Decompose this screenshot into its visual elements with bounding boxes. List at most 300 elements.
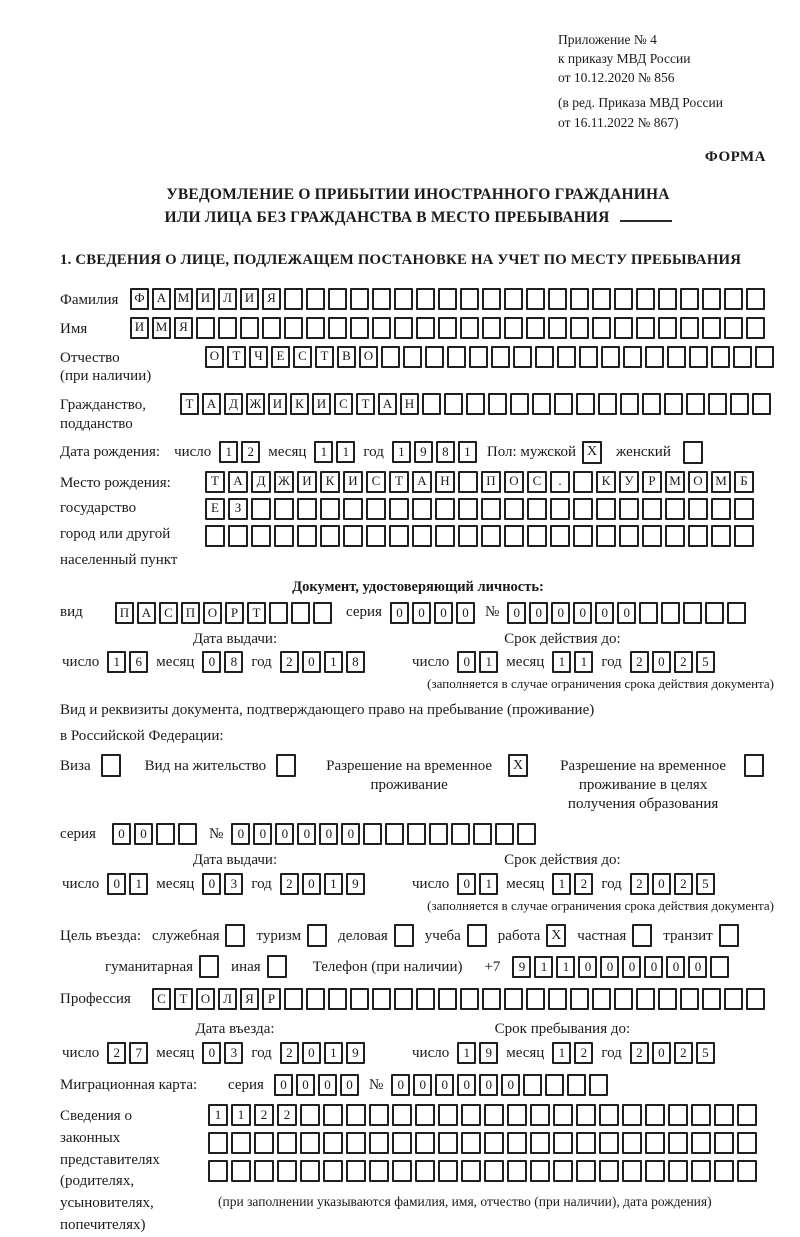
char-cell[interactable]: О [504, 471, 524, 493]
stay-day-cells[interactable] [457, 1042, 498, 1064]
char-cell[interactable] [599, 1132, 619, 1154]
char-cell[interactable] [313, 602, 332, 624]
migration-series-cells[interactable] [274, 1074, 359, 1096]
doc-kind-cells[interactable] [115, 602, 332, 624]
char-cell[interactable] [231, 1160, 251, 1182]
char-cell[interactable]: А [152, 288, 171, 310]
char-cell[interactable] [392, 1132, 412, 1154]
char-cell[interactable] [208, 1132, 228, 1154]
char-cell[interactable] [576, 1132, 596, 1154]
char-cell[interactable] [403, 346, 422, 368]
char-cell[interactable] [306, 288, 325, 310]
char-cell[interactable]: 0 [622, 956, 641, 978]
char-cell[interactable]: 0 [231, 823, 250, 845]
char-cell[interactable]: 5 [696, 873, 715, 895]
char-cell[interactable] [277, 1160, 297, 1182]
char-cell[interactable]: И [312, 393, 331, 415]
char-cell[interactable] [530, 1160, 550, 1182]
char-cell[interactable] [557, 346, 576, 368]
char-cell[interactable] [385, 823, 404, 845]
char-cell[interactable] [545, 1074, 564, 1096]
char-cell[interactable]: 0 [274, 1074, 293, 1096]
char-cell[interactable] [711, 498, 731, 520]
char-cell[interactable]: А [137, 602, 156, 624]
char-cell[interactable] [680, 988, 699, 1010]
surname-cells[interactable] [130, 288, 765, 310]
char-cell[interactable] [482, 988, 501, 1010]
char-cell[interactable] [300, 1160, 320, 1182]
char-cell[interactable] [755, 346, 774, 368]
char-cell[interactable]: 9 [512, 956, 531, 978]
char-cell[interactable]: З [228, 498, 248, 520]
char-cell[interactable] [484, 1160, 504, 1182]
char-cell[interactable] [567, 1074, 586, 1096]
char-cell[interactable] [576, 393, 595, 415]
citizenship-cells[interactable] [180, 393, 771, 415]
char-cell[interactable] [752, 393, 771, 415]
char-cell[interactable] [619, 498, 639, 520]
char-cell[interactable]: 0 [573, 602, 592, 624]
char-cell[interactable] [523, 1074, 542, 1096]
char-cell[interactable] [481, 498, 501, 520]
char-cell[interactable] [579, 346, 598, 368]
char-cell[interactable]: Т [174, 988, 193, 1010]
char-cell[interactable]: О [359, 346, 378, 368]
char-cell[interactable] [369, 1132, 389, 1154]
char-cell[interactable] [291, 602, 310, 624]
char-cell[interactable]: Л [218, 988, 237, 1010]
char-cell[interactable] [460, 317, 479, 339]
issue-year-cells[interactable] [280, 651, 365, 673]
char-cell[interactable] [664, 393, 683, 415]
char-cell[interactable]: Ж [274, 471, 294, 493]
char-cell[interactable] [570, 288, 589, 310]
char-cell[interactable] [461, 1160, 481, 1182]
stay-year-cells[interactable] [630, 1042, 715, 1064]
char-cell[interactable]: 9 [346, 873, 365, 895]
representatives-cells-row2[interactable] [208, 1132, 757, 1154]
char-cell[interactable] [438, 288, 457, 310]
char-cell[interactable] [510, 393, 529, 415]
name-cells[interactable] [130, 317, 765, 339]
char-cell[interactable] [668, 1132, 688, 1154]
char-cell[interactable] [596, 498, 616, 520]
char-cell[interactable]: А [412, 471, 432, 493]
char-cell[interactable]: 1 [324, 873, 343, 895]
char-cell[interactable]: Е [205, 498, 225, 520]
char-cell[interactable] [645, 346, 664, 368]
char-cell[interactable] [458, 498, 478, 520]
char-cell[interactable] [724, 317, 743, 339]
char-cell[interactable] [645, 1160, 665, 1182]
char-cell[interactable] [688, 525, 708, 547]
char-cell[interactable] [553, 1104, 573, 1126]
char-cell[interactable] [346, 1132, 366, 1154]
char-cell[interactable]: 0 [391, 1074, 410, 1096]
residence-expiry-year-cells[interactable] [630, 873, 715, 895]
char-cell[interactable] [461, 1132, 481, 1154]
char-cell[interactable]: 0 [457, 651, 476, 673]
residence-issue-day-cells[interactable] [107, 873, 148, 895]
char-cell[interactable] [688, 498, 708, 520]
char-cell[interactable] [734, 498, 754, 520]
char-cell[interactable] [724, 288, 743, 310]
char-cell[interactable] [320, 498, 340, 520]
char-cell[interactable] [254, 1160, 274, 1182]
char-cell[interactable]: Т [227, 346, 246, 368]
checkbox-purpose-study[interactable] [467, 924, 487, 947]
char-cell[interactable]: 0 [253, 823, 272, 845]
char-cell[interactable]: 1 [534, 956, 553, 978]
char-cell[interactable] [702, 317, 721, 339]
checkbox-purpose-other[interactable] [267, 955, 287, 978]
char-cell[interactable] [599, 1104, 619, 1126]
char-cell[interactable]: 0 [457, 873, 476, 895]
char-cell[interactable] [394, 988, 413, 1010]
char-cell[interactable] [350, 317, 369, 339]
char-cell[interactable] [724, 988, 743, 1010]
char-cell[interactable] [645, 1132, 665, 1154]
char-cell[interactable] [737, 1132, 757, 1154]
char-cell[interactable] [711, 525, 731, 547]
char-cell[interactable] [372, 988, 391, 1010]
char-cell[interactable] [668, 1104, 688, 1126]
char-cell[interactable] [381, 346, 400, 368]
char-cell[interactable] [665, 498, 685, 520]
char-cell[interactable] [737, 1160, 757, 1182]
char-cell[interactable]: 2 [280, 1042, 299, 1064]
char-cell[interactable] [636, 317, 655, 339]
char-cell[interactable] [284, 988, 303, 1010]
char-cell[interactable]: Т [389, 471, 409, 493]
char-cell[interactable] [589, 1074, 608, 1096]
char-cell[interactable] [323, 1132, 343, 1154]
char-cell[interactable] [530, 1132, 550, 1154]
char-cell[interactable]: 0 [202, 873, 221, 895]
char-cell[interactable]: 2 [280, 651, 299, 673]
expiry-month-cells[interactable] [552, 651, 593, 673]
char-cell[interactable] [491, 346, 510, 368]
char-cell[interactable]: 0 [595, 602, 614, 624]
char-cell[interactable] [686, 393, 705, 415]
char-cell[interactable] [622, 1160, 642, 1182]
char-cell[interactable]: И [196, 288, 215, 310]
char-cell[interactable] [208, 1160, 228, 1182]
char-cell[interactable] [306, 988, 325, 1010]
char-cell[interactable]: 0 [578, 956, 597, 978]
char-cell[interactable] [639, 602, 658, 624]
char-cell[interactable] [231, 1132, 251, 1154]
char-cell[interactable] [262, 317, 281, 339]
char-cell[interactable] [284, 288, 303, 310]
issue-day-cells[interactable] [107, 651, 148, 673]
char-cell[interactable]: О [688, 471, 708, 493]
char-cell[interactable]: 5 [696, 651, 715, 673]
char-cell[interactable]: М [174, 288, 193, 310]
char-cell[interactable] [504, 988, 523, 1010]
char-cell[interactable]: 0 [390, 602, 409, 624]
char-cell[interactable]: С [334, 393, 353, 415]
char-cell[interactable] [412, 498, 432, 520]
char-cell[interactable]: 0 [112, 823, 131, 845]
char-cell[interactable] [526, 317, 545, 339]
char-cell[interactable] [570, 317, 589, 339]
char-cell[interactable]: 0 [666, 956, 685, 978]
char-cell[interactable]: 8 [224, 651, 243, 673]
char-cell[interactable] [416, 317, 435, 339]
char-cell[interactable] [205, 525, 225, 547]
char-cell[interactable]: 1 [392, 441, 411, 463]
birth-place-cells-row3[interactable] [205, 525, 754, 547]
char-cell[interactable]: 0 [302, 651, 321, 673]
char-cell[interactable] [323, 1160, 343, 1182]
char-cell[interactable] [601, 346, 620, 368]
char-cell[interactable] [642, 393, 661, 415]
checkbox-temp-residence[interactable]: X [508, 754, 528, 777]
char-cell[interactable] [623, 346, 642, 368]
char-cell[interactable] [576, 1160, 596, 1182]
char-cell[interactable]: Д [224, 393, 243, 415]
char-cell[interactable] [228, 525, 248, 547]
char-cell[interactable]: 2 [254, 1104, 274, 1126]
char-cell[interactable]: 0 [413, 1074, 432, 1096]
char-cell[interactable] [645, 1104, 665, 1126]
char-cell[interactable]: 1 [556, 956, 575, 978]
char-cell[interactable]: 0 [134, 823, 153, 845]
char-cell[interactable] [526, 288, 545, 310]
checkbox-male[interactable]: X [582, 441, 602, 464]
char-cell[interactable]: У [619, 471, 639, 493]
char-cell[interactable] [366, 525, 386, 547]
char-cell[interactable]: Т [315, 346, 334, 368]
char-cell[interactable] [415, 1104, 435, 1126]
char-cell[interactable]: Л [218, 288, 237, 310]
char-cell[interactable] [369, 1160, 389, 1182]
stay-month-cells[interactable] [552, 1042, 593, 1064]
char-cell[interactable]: 2 [107, 1042, 126, 1064]
char-cell[interactable]: Т [205, 471, 225, 493]
char-cell[interactable] [372, 317, 391, 339]
char-cell[interactable] [680, 317, 699, 339]
char-cell[interactable] [689, 346, 708, 368]
char-cell[interactable] [350, 988, 369, 1010]
char-cell[interactable] [710, 956, 729, 978]
char-cell[interactable] [734, 525, 754, 547]
char-cell[interactable]: 1 [336, 441, 355, 463]
char-cell[interactable] [438, 988, 457, 1010]
char-cell[interactable]: 1 [574, 651, 593, 673]
char-cell[interactable]: 3 [224, 1042, 243, 1064]
char-cell[interactable] [746, 988, 765, 1010]
representatives-cells-row3[interactable] [208, 1160, 757, 1182]
char-cell[interactable] [527, 525, 547, 547]
residence-issue-month-cells[interactable] [202, 873, 243, 895]
char-cell[interactable] [240, 317, 259, 339]
char-cell[interactable]: 0 [341, 823, 360, 845]
expiry-day-cells[interactable] [457, 651, 498, 673]
char-cell[interactable] [469, 346, 488, 368]
char-cell[interactable] [550, 525, 570, 547]
checkbox-purpose-tourism[interactable] [307, 924, 327, 947]
char-cell[interactable] [300, 1132, 320, 1154]
char-cell[interactable] [527, 498, 547, 520]
checkbox-female[interactable] [683, 441, 703, 464]
char-cell[interactable]: 0 [318, 1074, 337, 1096]
char-cell[interactable] [548, 288, 567, 310]
char-cell[interactable] [343, 525, 363, 547]
char-cell[interactable]: Р [642, 471, 662, 493]
residence-number-cells[interactable] [231, 823, 536, 845]
char-cell[interactable]: 0 [644, 956, 663, 978]
issue-month-cells[interactable] [202, 651, 243, 673]
representatives-cells-row1[interactable] [208, 1104, 757, 1126]
char-cell[interactable] [513, 346, 532, 368]
char-cell[interactable] [683, 602, 702, 624]
char-cell[interactable]: 0 [107, 873, 126, 895]
char-cell[interactable] [438, 1132, 458, 1154]
char-cell[interactable] [466, 393, 485, 415]
char-cell[interactable] [284, 317, 303, 339]
char-cell[interactable] [438, 1160, 458, 1182]
char-cell[interactable] [394, 288, 413, 310]
char-cell[interactable]: М [665, 471, 685, 493]
char-cell[interactable] [369, 1104, 389, 1126]
char-cell[interactable]: М [152, 317, 171, 339]
char-cell[interactable] [548, 317, 567, 339]
char-cell[interactable] [251, 498, 271, 520]
char-cell[interactable]: Р [225, 602, 244, 624]
char-cell[interactable] [550, 498, 570, 520]
char-cell[interactable] [392, 1160, 412, 1182]
char-cell[interactable] [274, 525, 294, 547]
char-cell[interactable]: 0 [652, 1042, 671, 1064]
char-cell[interactable]: . [550, 471, 570, 493]
char-cell[interactable] [504, 317, 523, 339]
char-cell[interactable] [422, 393, 441, 415]
char-cell[interactable] [350, 288, 369, 310]
char-cell[interactable]: Т [180, 393, 199, 415]
char-cell[interactable] [620, 393, 639, 415]
char-cell[interactable] [495, 823, 514, 845]
char-cell[interactable]: 0 [652, 873, 671, 895]
char-cell[interactable]: 2 [674, 651, 693, 673]
char-cell[interactable] [636, 288, 655, 310]
char-cell[interactable] [573, 525, 593, 547]
char-cell[interactable]: 2 [574, 873, 593, 895]
char-cell[interactable] [596, 525, 616, 547]
char-cell[interactable] [482, 317, 501, 339]
char-cell[interactable] [451, 823, 470, 845]
checkbox-purpose-transit[interactable] [719, 924, 739, 947]
birth-month-cells[interactable] [314, 441, 355, 463]
char-cell[interactable] [733, 346, 752, 368]
char-cell[interactable] [328, 988, 347, 1010]
char-cell[interactable] [622, 1132, 642, 1154]
char-cell[interactable] [714, 1160, 734, 1182]
doc-series-cells[interactable] [390, 602, 475, 624]
entry-month-cells[interactable] [202, 1042, 243, 1064]
char-cell[interactable]: Р [262, 988, 281, 1010]
char-cell[interactable] [460, 988, 479, 1010]
char-cell[interactable]: 0 [412, 602, 431, 624]
char-cell[interactable]: 8 [436, 441, 455, 463]
char-cell[interactable] [346, 1104, 366, 1126]
char-cell[interactable]: 1 [552, 873, 571, 895]
char-cell[interactable] [553, 1160, 573, 1182]
char-cell[interactable] [297, 525, 317, 547]
char-cell[interactable] [366, 498, 386, 520]
char-cell[interactable] [530, 1104, 550, 1126]
char-cell[interactable] [394, 317, 413, 339]
char-cell[interactable]: Я [262, 288, 281, 310]
char-cell[interactable] [573, 471, 593, 493]
char-cell[interactable] [435, 498, 455, 520]
char-cell[interactable]: С [527, 471, 547, 493]
char-cell[interactable] [389, 525, 409, 547]
char-cell[interactable]: Н [435, 471, 455, 493]
char-cell[interactable] [346, 1160, 366, 1182]
char-cell[interactable]: Б [734, 471, 754, 493]
checkbox-residence-permit[interactable] [276, 754, 296, 777]
char-cell[interactable] [622, 1104, 642, 1126]
char-cell[interactable] [535, 346, 554, 368]
char-cell[interactable] [619, 525, 639, 547]
char-cell[interactable] [507, 1160, 527, 1182]
char-cell[interactable]: 9 [414, 441, 433, 463]
char-cell[interactable] [592, 988, 611, 1010]
char-cell[interactable]: П [481, 471, 501, 493]
char-cell[interactable] [573, 498, 593, 520]
char-cell[interactable] [592, 317, 611, 339]
char-cell[interactable] [708, 393, 727, 415]
char-cell[interactable] [642, 498, 662, 520]
char-cell[interactable] [300, 1104, 320, 1126]
profession-cells[interactable] [152, 988, 765, 1010]
char-cell[interactable]: 0 [297, 823, 316, 845]
char-cell[interactable]: Д [251, 471, 271, 493]
char-cell[interactable]: 1 [107, 651, 126, 673]
char-cell[interactable] [484, 1132, 504, 1154]
char-cell[interactable]: 2 [674, 873, 693, 895]
char-cell[interactable] [614, 317, 633, 339]
char-cell[interactable] [218, 317, 237, 339]
birth-place-cells-row2[interactable] [205, 498, 754, 520]
char-cell[interactable]: М [711, 471, 731, 493]
checkbox-purpose-official[interactable] [225, 924, 245, 947]
char-cell[interactable]: И [240, 288, 259, 310]
char-cell[interactable] [661, 602, 680, 624]
char-cell[interactable]: 1 [324, 1042, 343, 1064]
char-cell[interactable] [425, 346, 444, 368]
char-cell[interactable]: О [196, 988, 215, 1010]
char-cell[interactable]: 2 [280, 873, 299, 895]
char-cell[interactable] [702, 988, 721, 1010]
char-cell[interactable]: 0 [456, 602, 475, 624]
char-cell[interactable]: К [290, 393, 309, 415]
char-cell[interactable] [614, 988, 633, 1010]
char-cell[interactable] [570, 988, 589, 1010]
char-cell[interactable]: 1 [479, 651, 498, 673]
char-cell[interactable]: 0 [600, 956, 619, 978]
char-cell[interactable] [407, 823, 426, 845]
checkbox-purpose-business[interactable] [394, 924, 414, 947]
char-cell[interactable] [746, 288, 765, 310]
checkbox-temp-residence-education[interactable] [744, 754, 764, 777]
char-cell[interactable] [389, 498, 409, 520]
char-cell[interactable]: Я [174, 317, 193, 339]
char-cell[interactable] [412, 525, 432, 547]
char-cell[interactable] [251, 525, 271, 547]
